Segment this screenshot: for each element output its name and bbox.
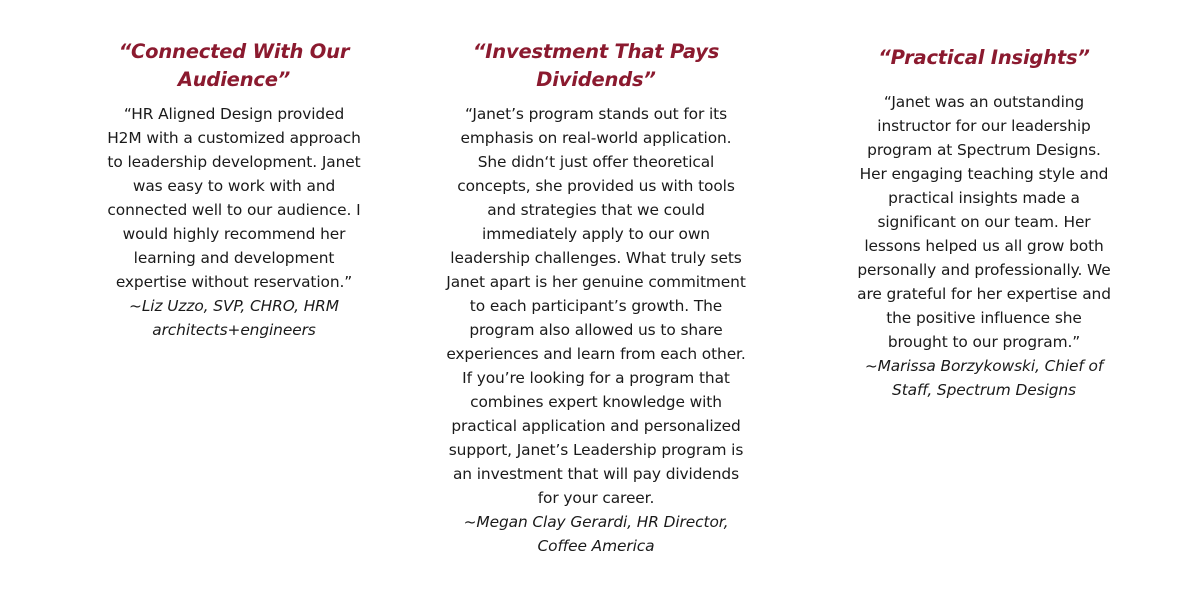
testimonial-card-2 bbox=[412, 38, 780, 558]
testimonial-quote: “HR Aligned Design provided H2M with a customized approach to leadership development. Janet was easy to work with and connected well to our audience. I would highly recommend her learning and development expertise without reservation.” bbox=[107, 105, 361, 291]
testimonial-title: “Connected With Our Audience” bbox=[118, 40, 350, 91]
testimonial-title: “Investment That Pays Dividends” bbox=[472, 40, 720, 91]
testimonial-quote: “Janet was an outstanding instructor for our leadership program at Spectrum Designs. Her engaging teaching style and practical insights made a significant on our team. Her lessons helped us all grow both personally and professionally. We are grateful for her expertise and the positive influence she brought to our program.” bbox=[857, 93, 1111, 351]
testimonial-quote: “Janet’s program stands out for its emphasis on real-world application. She didn‘t just offer theoretical concepts, she provided us with tools and strategies that we could immediately apply to our own leadership challenges. What truly sets Janet apart is her genuine commitment to each participant’s growth. The program also allowed us to share experiences and learn from each other. If you’re looking for a program that combines expert knowledge with practical application and personalized support, Janet’s Leadership program is an investment that will pay dividends for your career. bbox=[446, 105, 746, 507]
testimonial-title: “Practical Insights” bbox=[878, 46, 1090, 69]
testimonial-card-1 bbox=[76, 38, 392, 342]
testimonial-attribution: ~Megan Clay Gerardi, HR Director, Coffee America bbox=[463, 513, 729, 555]
testimonial-attribution: ~Marissa Borzykowski, Chief of Staff, Spectrum Designs bbox=[864, 357, 1104, 399]
testimonial-attribution: ~Liz Uzzo, SVP, CHRO, HRM architects+engineers bbox=[129, 297, 339, 339]
testimonial-card-3 bbox=[826, 38, 1142, 402]
